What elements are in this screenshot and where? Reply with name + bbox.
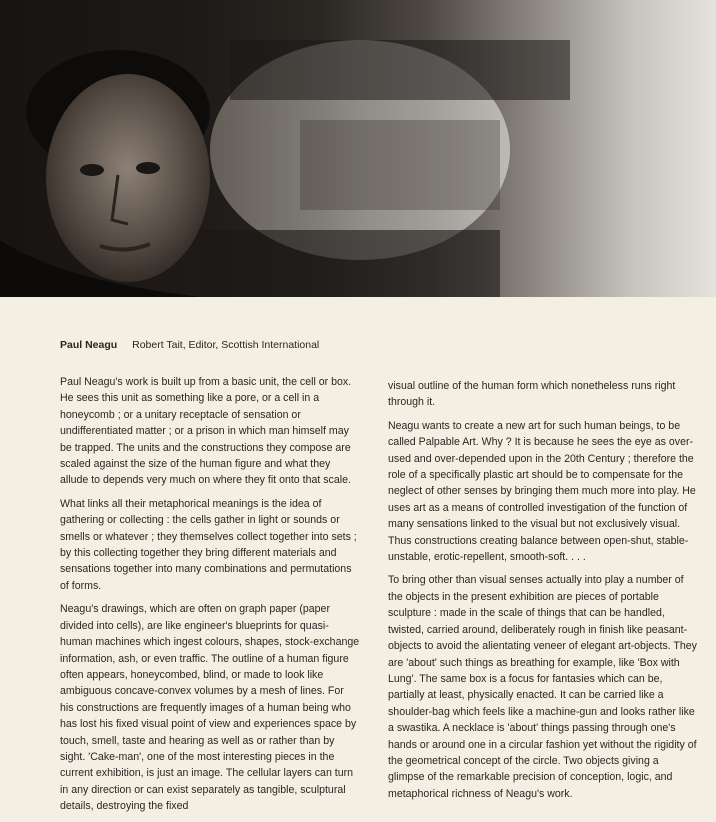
left-column [60,374,360,822]
byline [60,339,319,351]
editor-credit: Robert Tait, Editor, Scottish International [132,339,320,351]
paragraph: What links all their metaphorical meanings is the idea of gathering or collecting : the cells gather in light or sounds or smells or whatever ; they themselves collect together into sets ; by this collecting together they bring different materials and sensations together into many combinations and permutations of forms. [60,497,357,592]
portrait-illustration [0,0,716,297]
paragraph: Paul Neagu's work is built up from a basic unit, the cell or box. He sees this unit as something like a pore, or a cell in a honeycomb ; or a unitary receptacle of sensation or undifferentiated matter ; or a prison in which man himself may be trapped. The units and the constructions they compose are scaled against the size of the human figure and what they allude to depends very much on where they fit onto that scale. [60,376,352,487]
paragraph: To bring other than visual senses actually into play a number of the objects in the present exhibition are pieces of portable sculpture : made in the scale of things that can be handled, twisted, carried around, deliberately rough in finish like peasant-objects to avoid the alientating veneer of elegant art-objects. They are 'about' such things as breathing for example, like 'Box with Lung'. The same box is a focus for fantasies which can be, partially at least, physically enacted. It can be carried like a shoulder-bag which feels like a machine-gun and looks rather like a swastika. A necklace is 'about' things passing through one's hands or around one in a circular fashion yet without the rigidity of the geometrical concept of the circle. Two objects giving a glimpse of the remarkable precision of conception, logic, and metaphorical richness of Neagu's work. [388,574,697,800]
portrait-photo [0,0,716,297]
paragraph: Neagu's drawings, which are often on graph paper (paper divided into cells), are like engineer's blueprints for quasi-human machines which ingest colours, shapes, stock-exchange information, ash, or even traffic. The outline of a human figure often appears, honeycombed, blind, or made to look like ambiguous concave-convex volumes by a mesh of lines. For his constructions are frequently images of a human being who has lost his fixed visual point of view and experiences space by touch, smell, taste and hearing as well as or rather than by sight. 'Cake-man', one of the most interesting pieces in the current exhibition, is just an image. The cellular layers can turn in any direction or can exist separately as tangible, sculptural details, destroying the fixed [60,603,360,813]
paragraph: visual outline of the human form which nonetheless runs right through it. [388,380,676,409]
right-column [388,378,698,809]
paragraph: Neagu wants to create a new art for such human beings, to be called Palpable Art. Why ? It is because he sees the eye as over-used and over-depended upon in the 20th Century ; therefore the role of a specifically plastic art should be to compensate for the neglect of other senses by bringing them much more into play. He uses art as a means of controlled investigation of the function of many sensations linked to the visual but not exclusively visual. Thus constructions creating balance between open-shut, stable-unstable, erotic-repellent, smooth-soft. . . . [388,419,696,564]
author-name: Paul Neagu [60,339,118,351]
